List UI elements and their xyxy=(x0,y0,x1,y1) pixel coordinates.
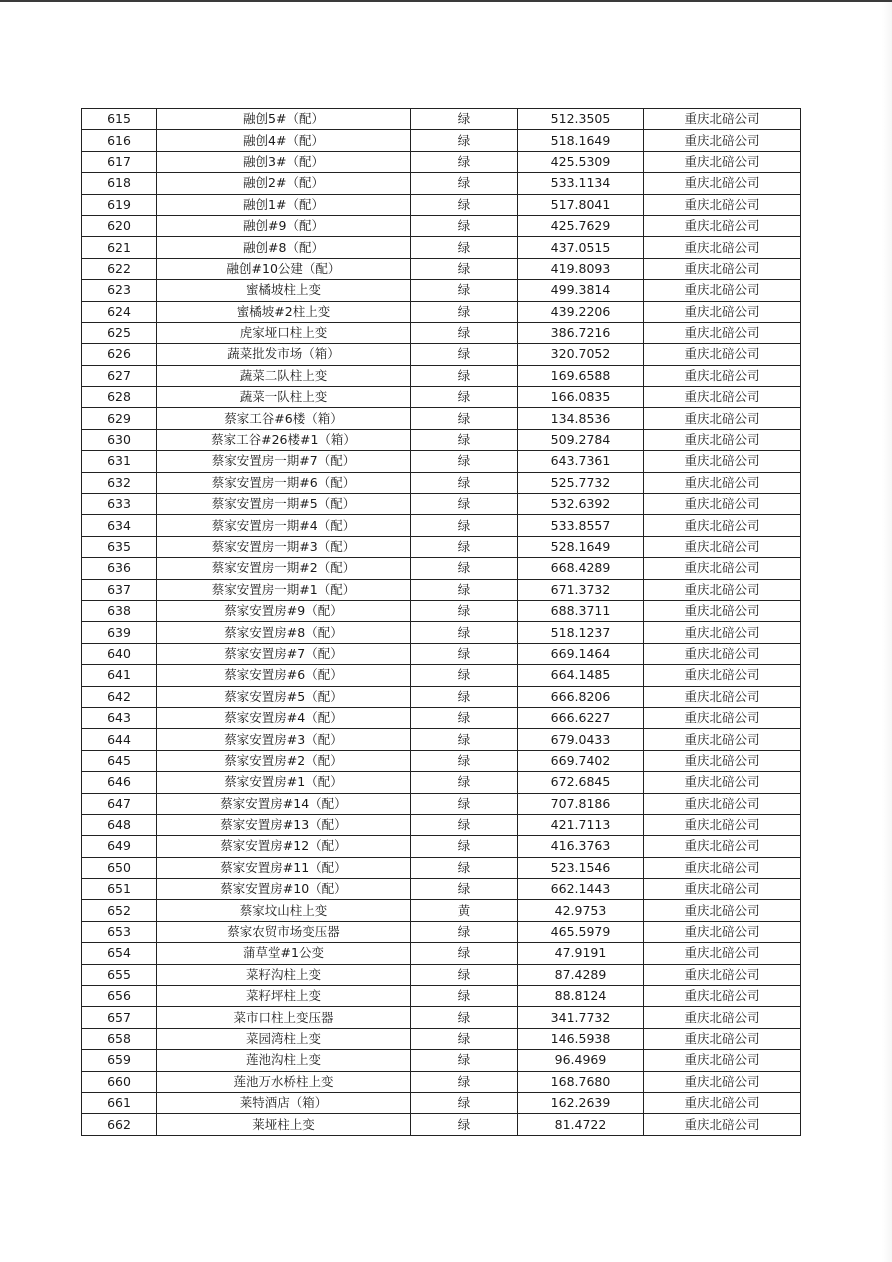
company-cell: 重庆北碚公司 xyxy=(644,1071,801,1092)
value-cell: 146.5938 xyxy=(518,1028,644,1049)
value-cell: 166.0835 xyxy=(518,387,644,408)
table-row xyxy=(82,1071,801,1092)
status-cell: 绿 xyxy=(411,1007,518,1028)
table-row xyxy=(82,408,801,429)
value-cell: 134.8536 xyxy=(518,408,644,429)
table-row xyxy=(82,130,801,151)
transformer-name-cell: 莲池沟柱上变 xyxy=(157,1050,411,1071)
status-cell: 绿 xyxy=(411,964,518,985)
transformer-name-cell: 蔡家安置房#8（配） xyxy=(157,622,411,643)
row-number-cell: 630 xyxy=(82,429,157,450)
row-number-cell: 627 xyxy=(82,365,157,386)
company-cell: 重庆北碚公司 xyxy=(644,707,801,728)
company-cell: 重庆北碚公司 xyxy=(644,536,801,557)
table-row xyxy=(82,344,801,365)
value-cell: 439.2206 xyxy=(518,301,644,322)
status-cell: 绿 xyxy=(411,1071,518,1092)
value-cell: 47.9191 xyxy=(518,943,644,964)
row-number-cell: 638 xyxy=(82,600,157,621)
row-number-cell: 656 xyxy=(82,986,157,1007)
company-cell: 重庆北碚公司 xyxy=(644,258,801,279)
table-row xyxy=(82,215,801,236)
row-number-cell: 625 xyxy=(82,322,157,343)
transformer-name-cell: 蔬菜一队柱上变 xyxy=(157,387,411,408)
value-cell: 525.7732 xyxy=(518,472,644,493)
status-cell: 绿 xyxy=(411,600,518,621)
table-row xyxy=(82,943,801,964)
company-cell: 重庆北碚公司 xyxy=(644,1050,801,1071)
value-cell: 168.7680 xyxy=(518,1071,644,1092)
row-number-cell: 631 xyxy=(82,451,157,472)
transformer-name-cell: 蔬菜二队柱上变 xyxy=(157,365,411,386)
status-cell: 绿 xyxy=(411,322,518,343)
table-row xyxy=(82,921,801,942)
row-number-cell: 654 xyxy=(82,943,157,964)
transformer-name-cell: 蔡家安置房#13（配） xyxy=(157,814,411,835)
transformer-name-cell: 莱特酒店（箱） xyxy=(157,1092,411,1113)
row-number-cell: 661 xyxy=(82,1092,157,1113)
company-cell: 重庆北碚公司 xyxy=(644,515,801,536)
company-cell: 重庆北碚公司 xyxy=(644,1114,801,1135)
transformer-name-cell: 蔡家农贸市场变压器 xyxy=(157,921,411,942)
value-cell: 517.8041 xyxy=(518,194,644,215)
status-cell: 绿 xyxy=(411,173,518,194)
row-number-cell: 628 xyxy=(82,387,157,408)
transformer-name-cell: 蔡家安置房#9（配） xyxy=(157,600,411,621)
table-row xyxy=(82,1028,801,1049)
row-number-cell: 635 xyxy=(82,536,157,557)
transformer-name-cell: 菜籽坪柱上变 xyxy=(157,986,411,1007)
company-cell: 重庆北碚公司 xyxy=(644,600,801,621)
table-row xyxy=(82,750,801,771)
status-cell: 绿 xyxy=(411,729,518,750)
value-cell: 425.5309 xyxy=(518,151,644,172)
transformer-name-cell: 融创4#（配） xyxy=(157,130,411,151)
row-number-cell: 623 xyxy=(82,280,157,301)
status-cell: 黄 xyxy=(411,900,518,921)
table-row xyxy=(82,515,801,536)
status-cell: 绿 xyxy=(411,215,518,236)
company-cell: 重庆北碚公司 xyxy=(644,558,801,579)
value-cell: 169.6588 xyxy=(518,365,644,386)
row-number-cell: 617 xyxy=(82,151,157,172)
row-number-cell: 657 xyxy=(82,1007,157,1028)
company-cell: 重庆北碚公司 xyxy=(644,857,801,878)
status-cell: 绿 xyxy=(411,879,518,900)
row-number-cell: 618 xyxy=(82,173,157,194)
company-cell: 重庆北碚公司 xyxy=(644,173,801,194)
row-number-cell: 641 xyxy=(82,665,157,686)
table-row xyxy=(82,793,801,814)
company-cell: 重庆北碚公司 xyxy=(644,964,801,985)
row-number-cell: 629 xyxy=(82,408,157,429)
status-cell: 绿 xyxy=(411,280,518,301)
company-cell: 重庆北碚公司 xyxy=(644,900,801,921)
status-cell: 绿 xyxy=(411,387,518,408)
table-row xyxy=(82,558,801,579)
row-number-cell: 639 xyxy=(82,622,157,643)
transformer-name-cell: 虎家垭口柱上变 xyxy=(157,322,411,343)
company-cell: 重庆北碚公司 xyxy=(644,943,801,964)
row-number-cell: 659 xyxy=(82,1050,157,1071)
status-cell: 绿 xyxy=(411,836,518,857)
row-number-cell: 652 xyxy=(82,900,157,921)
table-row xyxy=(82,387,801,408)
row-number-cell: 621 xyxy=(82,237,157,258)
value-cell: 518.1649 xyxy=(518,130,644,151)
row-number-cell: 619 xyxy=(82,194,157,215)
row-number-cell: 658 xyxy=(82,1028,157,1049)
value-cell: 425.7629 xyxy=(518,215,644,236)
row-number-cell: 633 xyxy=(82,494,157,515)
company-cell: 重庆北碚公司 xyxy=(644,643,801,664)
transformer-name-cell: 蔡家安置房一期#1（配） xyxy=(157,579,411,600)
company-cell: 重庆北碚公司 xyxy=(644,237,801,258)
value-cell: 320.7052 xyxy=(518,344,644,365)
company-cell: 重庆北碚公司 xyxy=(644,215,801,236)
table-row xyxy=(82,536,801,557)
table-row xyxy=(82,964,801,985)
table-row xyxy=(82,707,801,728)
company-cell: 重庆北碚公司 xyxy=(644,1092,801,1113)
table-row xyxy=(82,986,801,1007)
row-number-cell: 648 xyxy=(82,814,157,835)
row-number-cell: 634 xyxy=(82,515,157,536)
value-cell: 419.8093 xyxy=(518,258,644,279)
company-cell: 重庆北碚公司 xyxy=(644,793,801,814)
table-row xyxy=(82,857,801,878)
transformer-name-cell: 蔡家安置房#5（配） xyxy=(157,686,411,707)
company-cell: 重庆北碚公司 xyxy=(644,986,801,1007)
row-number-cell: 624 xyxy=(82,301,157,322)
value-cell: 518.1237 xyxy=(518,622,644,643)
row-number-cell: 662 xyxy=(82,1114,157,1135)
status-cell: 绿 xyxy=(411,515,518,536)
row-number-cell: 646 xyxy=(82,772,157,793)
status-cell: 绿 xyxy=(411,451,518,472)
row-number-cell: 647 xyxy=(82,793,157,814)
table-row xyxy=(82,665,801,686)
transformer-name-cell: 融创3#（配） xyxy=(157,151,411,172)
company-cell: 重庆北碚公司 xyxy=(644,344,801,365)
value-cell: 386.7216 xyxy=(518,322,644,343)
row-number-cell: 620 xyxy=(82,215,157,236)
value-cell: 669.7402 xyxy=(518,750,644,771)
value-cell: 688.3711 xyxy=(518,600,644,621)
company-cell: 重庆北碚公司 xyxy=(644,151,801,172)
status-cell: 绿 xyxy=(411,472,518,493)
value-cell: 509.2784 xyxy=(518,429,644,450)
status-cell: 绿 xyxy=(411,365,518,386)
row-number-cell: 649 xyxy=(82,836,157,857)
transformer-name-cell: 蔬菜批发市场（箱） xyxy=(157,344,411,365)
company-cell: 重庆北碚公司 xyxy=(644,921,801,942)
status-cell: 绿 xyxy=(411,258,518,279)
transformer-name-cell: 蔡家安置房一期#2（配） xyxy=(157,558,411,579)
status-cell: 绿 xyxy=(411,408,518,429)
status-cell: 绿 xyxy=(411,494,518,515)
company-cell: 重庆北碚公司 xyxy=(644,1028,801,1049)
transformer-name-cell: 菜市口柱上变压器 xyxy=(157,1007,411,1028)
table-row xyxy=(82,772,801,793)
company-cell: 重庆北碚公司 xyxy=(644,814,801,835)
table-row xyxy=(82,258,801,279)
company-cell: 重庆北碚公司 xyxy=(644,879,801,900)
company-cell: 重庆北碚公司 xyxy=(644,451,801,472)
transformer-name-cell: 蜜橘坡#2柱上变 xyxy=(157,301,411,322)
table-row xyxy=(82,280,801,301)
status-cell: 绿 xyxy=(411,622,518,643)
transformer-name-cell: 融创5#（配） xyxy=(157,109,411,130)
row-number-cell: 622 xyxy=(82,258,157,279)
value-cell: 664.1485 xyxy=(518,665,644,686)
transformer-name-cell: 蔡家安置房#12（配） xyxy=(157,836,411,857)
row-number-cell: 642 xyxy=(82,686,157,707)
transformer-name-cell: 蒲草堂#1公变 xyxy=(157,943,411,964)
status-cell: 绿 xyxy=(411,1114,518,1135)
table-row xyxy=(82,900,801,921)
table-row xyxy=(82,429,801,450)
transformer-name-cell: 蔡家安置房#7（配） xyxy=(157,643,411,664)
value-cell: 666.6227 xyxy=(518,707,644,728)
value-cell: 672.6845 xyxy=(518,772,644,793)
value-cell: 707.8186 xyxy=(518,793,644,814)
value-cell: 662.1443 xyxy=(518,879,644,900)
status-cell: 绿 xyxy=(411,194,518,215)
page-right-edge xyxy=(882,2,892,1262)
value-cell: 679.0433 xyxy=(518,729,644,750)
status-cell: 绿 xyxy=(411,814,518,835)
row-number-cell: 626 xyxy=(82,344,157,365)
company-cell: 重庆北碚公司 xyxy=(644,579,801,600)
status-cell: 绿 xyxy=(411,301,518,322)
status-cell: 绿 xyxy=(411,130,518,151)
status-cell: 绿 xyxy=(411,686,518,707)
transformer-name-cell: 蔡家工谷#26楼#1（箱） xyxy=(157,429,411,450)
status-cell: 绿 xyxy=(411,558,518,579)
table-row xyxy=(82,365,801,386)
transformer-name-cell: 蔡家安置房#6（配） xyxy=(157,665,411,686)
company-cell: 重庆北碚公司 xyxy=(644,772,801,793)
status-cell: 绿 xyxy=(411,1050,518,1071)
row-number-cell: 640 xyxy=(82,643,157,664)
company-cell: 重庆北碚公司 xyxy=(644,429,801,450)
transformer-name-cell: 莲池万水桥柱上变 xyxy=(157,1071,411,1092)
table-row xyxy=(82,109,801,130)
status-cell: 绿 xyxy=(411,707,518,728)
company-cell: 重庆北碚公司 xyxy=(644,1007,801,1028)
table-row xyxy=(82,1007,801,1028)
transformer-name-cell: 蔡家安置房#14（配） xyxy=(157,793,411,814)
table-row xyxy=(82,451,801,472)
table-row xyxy=(82,194,801,215)
transformer-name-cell: 菜籽沟柱上变 xyxy=(157,964,411,985)
transformer-name-cell: 蔡家安置房#10（配） xyxy=(157,879,411,900)
table-row xyxy=(82,879,801,900)
company-cell: 重庆北碚公司 xyxy=(644,729,801,750)
row-number-cell: 615 xyxy=(82,109,157,130)
value-cell: 512.3505 xyxy=(518,109,644,130)
company-cell: 重庆北碚公司 xyxy=(644,301,801,322)
transformer-table xyxy=(81,108,801,1136)
table-row xyxy=(82,686,801,707)
transformer-name-cell: 融创#9（配） xyxy=(157,215,411,236)
transformer-name-cell: 蔡家安置房#1（配） xyxy=(157,772,411,793)
row-number-cell: 660 xyxy=(82,1071,157,1092)
company-cell: 重庆北碚公司 xyxy=(644,622,801,643)
status-cell: 绿 xyxy=(411,1092,518,1113)
status-cell: 绿 xyxy=(411,750,518,771)
transformer-name-cell: 蔡家安置房#3（配） xyxy=(157,729,411,750)
status-cell: 绿 xyxy=(411,857,518,878)
status-cell: 绿 xyxy=(411,237,518,258)
table-row xyxy=(82,494,801,515)
status-cell: 绿 xyxy=(411,536,518,557)
row-number-cell: 655 xyxy=(82,964,157,985)
company-cell: 重庆北碚公司 xyxy=(644,686,801,707)
table-row xyxy=(82,1050,801,1071)
status-cell: 绿 xyxy=(411,665,518,686)
row-number-cell: 644 xyxy=(82,729,157,750)
status-cell: 绿 xyxy=(411,943,518,964)
transformer-name-cell: 蔡家安置房#11（配） xyxy=(157,857,411,878)
transformer-name-cell: 蔡家安置房#4（配） xyxy=(157,707,411,728)
company-cell: 重庆北碚公司 xyxy=(644,322,801,343)
transformer-name-cell: 蔡家安置房一期#4（配） xyxy=(157,515,411,536)
transformer-name-cell: 蔡家安置房一期#7（配） xyxy=(157,451,411,472)
value-cell: 523.1546 xyxy=(518,857,644,878)
company-cell: 重庆北碚公司 xyxy=(644,494,801,515)
transformer-name-cell: 蔡家安置房一期#5（配） xyxy=(157,494,411,515)
status-cell: 绿 xyxy=(411,921,518,942)
table-row xyxy=(82,1114,801,1135)
table-row xyxy=(82,622,801,643)
table-row xyxy=(82,814,801,835)
status-cell: 绿 xyxy=(411,1028,518,1049)
table-row xyxy=(82,472,801,493)
company-cell: 重庆北碚公司 xyxy=(644,130,801,151)
value-cell: 437.0515 xyxy=(518,237,644,258)
transformer-name-cell: 融创#10公建（配） xyxy=(157,258,411,279)
company-cell: 重庆北碚公司 xyxy=(644,194,801,215)
row-number-cell: 632 xyxy=(82,472,157,493)
company-cell: 重庆北碚公司 xyxy=(644,408,801,429)
table-row xyxy=(82,729,801,750)
value-cell: 532.6392 xyxy=(518,494,644,515)
company-cell: 重庆北碚公司 xyxy=(644,750,801,771)
status-cell: 绿 xyxy=(411,793,518,814)
transformer-name-cell: 融创2#（配） xyxy=(157,173,411,194)
table-row xyxy=(82,301,801,322)
transformer-name-cell: 菜园湾柱上变 xyxy=(157,1028,411,1049)
table-body xyxy=(82,109,801,1136)
table-row xyxy=(82,600,801,621)
status-cell: 绿 xyxy=(411,986,518,1007)
status-cell: 绿 xyxy=(411,344,518,365)
table-row xyxy=(82,643,801,664)
row-number-cell: 643 xyxy=(82,707,157,728)
transformer-name-cell: 蔡家安置房一期#3（配） xyxy=(157,536,411,557)
value-cell: 643.7361 xyxy=(518,451,644,472)
transformer-name-cell: 蔡家工谷#6楼（箱） xyxy=(157,408,411,429)
company-cell: 重庆北碚公司 xyxy=(644,836,801,857)
status-cell: 绿 xyxy=(411,429,518,450)
value-cell: 81.4722 xyxy=(518,1114,644,1135)
table-row xyxy=(82,237,801,258)
status-cell: 绿 xyxy=(411,579,518,600)
value-cell: 162.2639 xyxy=(518,1092,644,1113)
value-cell: 528.1649 xyxy=(518,536,644,557)
value-cell: 669.1464 xyxy=(518,643,644,664)
value-cell: 671.3732 xyxy=(518,579,644,600)
table-row xyxy=(82,151,801,172)
transformer-name-cell: 蔡家安置房一期#6（配） xyxy=(157,472,411,493)
value-cell: 96.4969 xyxy=(518,1050,644,1071)
value-cell: 499.3814 xyxy=(518,280,644,301)
row-number-cell: 651 xyxy=(82,879,157,900)
value-cell: 88.8124 xyxy=(518,986,644,1007)
status-cell: 绿 xyxy=(411,772,518,793)
company-cell: 重庆北碚公司 xyxy=(644,472,801,493)
company-cell: 重庆北碚公司 xyxy=(644,665,801,686)
company-cell: 重庆北碚公司 xyxy=(644,280,801,301)
table-row xyxy=(82,836,801,857)
row-number-cell: 637 xyxy=(82,579,157,600)
table-row xyxy=(82,173,801,194)
company-cell: 重庆北碚公司 xyxy=(644,387,801,408)
company-cell: 重庆北碚公司 xyxy=(644,109,801,130)
row-number-cell: 653 xyxy=(82,921,157,942)
status-cell: 绿 xyxy=(411,643,518,664)
value-cell: 341.7732 xyxy=(518,1007,644,1028)
value-cell: 42.9753 xyxy=(518,900,644,921)
value-cell: 668.4289 xyxy=(518,558,644,579)
value-cell: 666.8206 xyxy=(518,686,644,707)
transformer-name-cell: 蔡家安置房#2（配） xyxy=(157,750,411,771)
value-cell: 416.3763 xyxy=(518,836,644,857)
value-cell: 465.5979 xyxy=(518,921,644,942)
transformer-name-cell: 融创1#（配） xyxy=(157,194,411,215)
company-cell: 重庆北碚公司 xyxy=(644,365,801,386)
table-row xyxy=(82,579,801,600)
transformer-name-cell: 莱垭柱上变 xyxy=(157,1114,411,1135)
transformer-name-cell: 蔡家坟山柱上变 xyxy=(157,900,411,921)
status-cell: 绿 xyxy=(411,151,518,172)
value-cell: 533.8557 xyxy=(518,515,644,536)
table-row xyxy=(82,322,801,343)
row-number-cell: 645 xyxy=(82,750,157,771)
transformer-name-cell: 蜜橘坡柱上变 xyxy=(157,280,411,301)
value-cell: 533.1134 xyxy=(518,173,644,194)
value-cell: 421.7113 xyxy=(518,814,644,835)
status-cell: 绿 xyxy=(411,109,518,130)
page-top-border xyxy=(0,0,892,2)
row-number-cell: 636 xyxy=(82,558,157,579)
value-cell: 87.4289 xyxy=(518,964,644,985)
table-row xyxy=(82,1092,801,1113)
row-number-cell: 616 xyxy=(82,130,157,151)
transformer-name-cell: 融创#8（配） xyxy=(157,237,411,258)
row-number-cell: 650 xyxy=(82,857,157,878)
